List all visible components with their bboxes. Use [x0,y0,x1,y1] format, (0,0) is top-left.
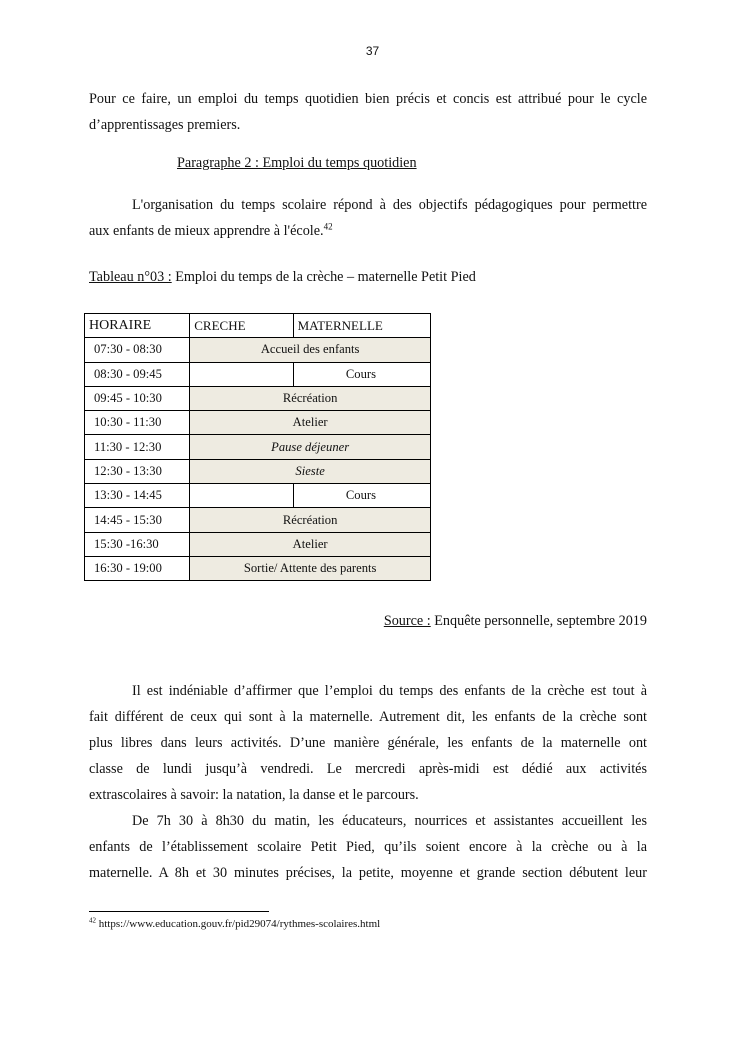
footnote [89,918,380,930]
para1-line-3: plus libres dans leurs activités. D’une manière générale, les enfants de la maternelle ont [89,735,647,751]
section-heading-text: Paragraphe 2 : Emploi du temps quotidien [177,155,417,171]
row-activity: Cours [293,484,430,508]
footnote-ref: 42 [323,221,333,232]
table-caption-text: Emploi du temps de la crèche – maternelle Petit Pied [171,269,476,285]
row-creche-empty [190,362,293,386]
row-activity: Sieste [190,459,431,483]
row-activity: Récréation [190,508,431,532]
row-activity: Pause déjeuner [190,435,431,459]
row-time: 16:30 - 19:00 [85,556,190,580]
header-maternelle: MATERNELLE [293,314,430,338]
table-caption-label: Tableau n°03 : [89,269,172,285]
row-activity: Sortie/ Attente des parents [190,556,431,580]
row-time: 12:30 - 13:30 [85,459,190,483]
source-text: Enquête personnelle, septembre 2019 [430,613,647,629]
table-row [85,386,431,410]
row-time: 15:30 -16:30 [85,532,190,556]
para1-line-1: Il est indéniable d’affirmer que l’emploi du temps des enfants de la crèche est tout à [132,683,647,699]
row-time: 09:45 - 10:30 [85,386,190,410]
table-row [85,411,431,435]
row-time: 14:45 - 15:30 [85,508,190,532]
table-row [85,556,431,580]
source-label: Source : [383,613,431,629]
table-source [89,608,647,634]
footnote-link[interactable]: https://www.education.gouv.fr/pid29074/rythmes-scolaires.html [96,918,381,930]
table-row [85,435,431,459]
para2-line-1: De 7h 30 à 8h30 du matin, les éducateurs, nourrices et assistantes accueillent les [132,813,647,829]
para1-line-4: classe de lundi jusqu’à vendredi. Le mercredi après-midi est dédié aux activités [89,761,647,777]
intro-line-1: Pour ce faire, un emploi du temps quotidien bien précis et concis est attribué pour le cycle [89,91,647,107]
row-time: 10:30 - 11:30 [85,411,190,435]
row-activity: Cours [293,362,430,386]
para2-line-3: maternelle. A 8h et 30 minutes précises, la petite, moyenne et grande section débutent leur [89,865,647,881]
table-row [85,532,431,556]
para1-line-2: fait différent de ceux qui sont à la maternelle. Autrement dit, les enfants de la crèche sont [89,709,647,725]
row-activity: Atelier [190,532,431,556]
row-time: 08:30 - 09:45 [85,362,190,386]
footnote-separator [89,911,269,912]
table-row [85,508,431,532]
para2-line-2: enfants de l’établissement scolaire Petit Pied, qu’ils soient encore à la crèche ou à la [89,839,647,855]
table-row [85,362,431,386]
schedule-table [84,313,431,581]
table-caption [89,264,647,290]
row-activity: Atelier [190,411,431,435]
objective-line-2 [89,218,647,244]
table-row [85,459,431,483]
header-creche: CRECHE [190,314,293,338]
objective-line-2-text: aux enfants de mieux apprendre à l'école. [89,223,324,239]
row-creche-empty [190,484,293,508]
page-number: 37 [365,44,380,58]
row-activity: Récréation [190,386,431,410]
row-time: 11:30 - 12:30 [85,435,190,459]
section-heading [177,150,417,176]
table-row [85,338,431,362]
table-row [85,484,431,508]
intro-line-2: d’apprentissages premiers. [89,117,241,133]
row-time: 07:30 - 08:30 [85,338,190,362]
row-activity: Accueil des enfants [190,338,431,362]
footnote-number: 42 [89,916,96,925]
table-header-row [85,314,431,338]
para1-line-5: extrascolaires à savoir: la natation, la danse et le parcours. [89,787,419,803]
row-time: 13:30 - 14:45 [85,484,190,508]
header-horaire: HORAIRE [85,314,190,338]
objective-line-1: L'organisation du temps scolaire répond à des objectifs pédagogiques pour permettre [132,197,647,213]
